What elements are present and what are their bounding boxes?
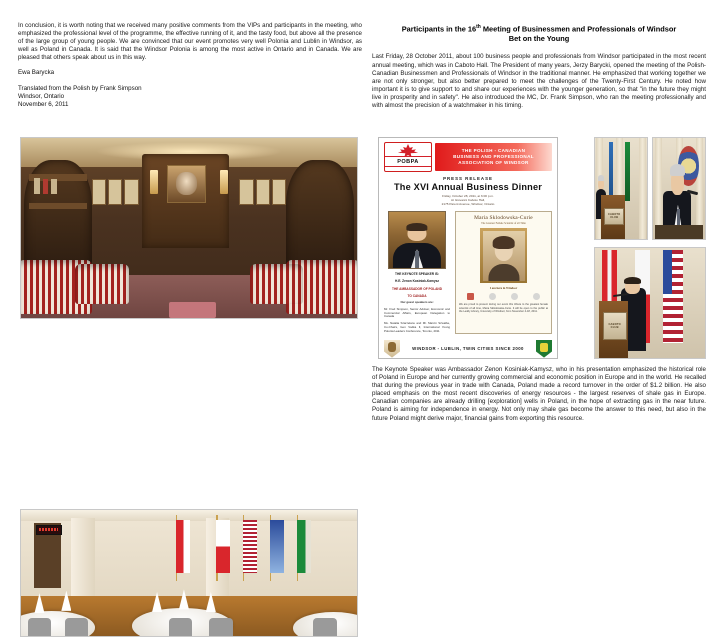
lublin-crest-icon xyxy=(536,340,552,358)
photo-ambassador-podium xyxy=(594,247,706,359)
poster-org-banner xyxy=(435,143,552,171)
shelf-book xyxy=(43,179,48,193)
press-release-poster xyxy=(378,137,558,359)
plaque-line-1: CABOTO xyxy=(608,323,621,327)
flag-poland xyxy=(216,520,230,573)
sponsor-logo-icon xyxy=(511,293,518,300)
org-line-3: ASSOCIATION OF WINDSOR xyxy=(458,160,529,165)
curie-portrait xyxy=(483,231,525,281)
pobpa-logo xyxy=(384,142,432,172)
photo-speaker-podium-2 xyxy=(652,137,706,240)
podium-plaque xyxy=(604,208,624,225)
keynote-name: H.E. Zenon Kosiniak-Kamysz xyxy=(395,279,439,284)
sponsor-logo-icon xyxy=(467,293,474,300)
poster-body xyxy=(384,211,552,333)
keynote-role-line-2: TO CANADA xyxy=(407,293,427,298)
ambassador-portrait xyxy=(388,211,446,269)
photo-group-hall xyxy=(20,509,358,637)
plaque-line-2: CLUB xyxy=(610,326,619,330)
plaque-line-2: CLUB xyxy=(610,216,619,220)
curie-portrait-caption: I am here in Windsor xyxy=(489,286,518,291)
sponsor-logo-icon xyxy=(533,293,540,300)
poster-title: The XVI Annual Business Dinner xyxy=(393,182,543,192)
right-column xyxy=(372,22,706,110)
plaque-line-1: CABOTO xyxy=(607,213,621,217)
shelf-book xyxy=(51,179,56,194)
event-venue: At Giovanni Caboto Hall, xyxy=(451,198,485,203)
flag-usa-canton xyxy=(663,250,672,294)
keynote-role-line-1: THE AMBASSADOR OF POLAND xyxy=(392,286,442,291)
lounge-shelf-lower xyxy=(29,203,86,209)
right-paragraph-intro: Last Friday, 28 October 2011, about 100 business people and professionals from Windsor participated in the most recent annual meeting, which was in Caboto Hall. The President of many years, Jerzy Barycki, opened the meeting of the Polish-Canadian Businessmen and Professionals of Windsor in the traditional manner. He emphasized that working together we are not only stronger, but also better prepared to meet the challenges of the Twenty-First Century. He noted how important it is to give support to and share our experiences with the younger generation, so that "in the future they might live in prosperity and in safety". He also introduced the MC, Dr. Frank Simpson, who ran the meeting professionally and with almost the precision of a watchmaker in his timing. xyxy=(372,53,706,110)
pobpa-acronym-band xyxy=(385,156,431,167)
headline-subtitle: Bet on the Young xyxy=(508,34,570,44)
curie-sponsor-logos xyxy=(459,293,548,300)
wall-sconce-left-icon xyxy=(150,170,157,193)
wall-sconce-right-icon xyxy=(220,170,227,193)
flag-canada xyxy=(176,520,190,573)
pink-ottoman xyxy=(169,302,216,318)
translation-credit xyxy=(18,85,362,109)
striped-sofa-mid-right xyxy=(250,264,304,304)
poster-speaker-column xyxy=(384,211,450,333)
flag-ontario xyxy=(270,520,284,573)
guest-speakers-heading: Our guest speakers are: xyxy=(400,300,434,305)
translator-date: November 6, 2011 xyxy=(18,100,69,108)
poster-event-details xyxy=(384,194,552,206)
curie-subtitle: The Greatest Female Scientist of all Time xyxy=(481,222,526,226)
banquet-chair xyxy=(209,618,233,637)
speaker-hair xyxy=(624,277,642,285)
org-line-2: BUSINESS AND PROFESSIONAL xyxy=(453,154,534,159)
wall-frames-right xyxy=(239,179,286,204)
event-datetime: Friday, October 28, 2011, at 6:00 p.m. xyxy=(442,194,494,198)
headline-part-1: Participants in the 16 xyxy=(401,24,477,34)
speaker-hair xyxy=(670,164,686,176)
windsor-crest-icon xyxy=(384,340,400,358)
press-release-label: PRESS RELEASE xyxy=(443,176,493,181)
twin-cities-text: WINDSOR - LUBLIN, TWIN CITIES SINCE 2000 xyxy=(412,346,524,352)
org-line-1: THE POLISH - CANADIAN xyxy=(461,148,526,153)
podium-plaque xyxy=(603,312,627,340)
exit-sign-icon xyxy=(36,525,62,535)
guest-speakers-block xyxy=(384,301,450,305)
guest-speaker-1: Mr. Fred Simpson, Senior Adviser, Economic and Commercial Affairs, European Delegation to Canada xyxy=(384,306,450,319)
right-paragraph-keynote: The Keynote Speaker was Ambassador Zenon Kosiniak-Kamysz, who in his presentation emphasized the historical role of Poland in Europe and her currently growing commercial and economic position in Europe and in the world. He recalled that during the previous year in trade with Canada, Poland made a record turnover in the order of $1.2 billion. He also placed emphasis on the most recent discoveries of energy resources - the largest reserves of shale gas in Europe. Canadian companies are already drilling [exploration] wells in Poland, in the hope of extracting gas in the near future. Poland is aiming for independence in energy. Not only may shale gas become the answer to this need, but also in the future Poland might derive major, financial gains from exporting this resource. xyxy=(372,366,706,422)
flag-italy xyxy=(297,520,311,573)
flag-green xyxy=(625,142,630,201)
photo-speaker-podium-1 xyxy=(594,137,648,240)
article-headline xyxy=(372,22,706,44)
event-address: 2175 Parent Avenue, Windsor, Ontario xyxy=(441,202,495,207)
pobpa-acronym: POBPA xyxy=(397,158,419,165)
banquet-chair xyxy=(65,618,89,637)
left-column xyxy=(18,22,362,109)
headline-part-2: Meeting of Businessmen and Professionals of Windsor xyxy=(480,24,677,34)
poster-header xyxy=(384,142,552,172)
shelf-book xyxy=(34,178,39,194)
wall-frames-left xyxy=(92,179,139,204)
photo-group-lounge xyxy=(20,137,358,319)
curie-title: Maria Sklodowska-Curie xyxy=(474,215,533,222)
poster-footer xyxy=(384,340,552,358)
wall-portrait-painting xyxy=(167,165,206,203)
headline-ordinal-suffix: th xyxy=(476,24,481,30)
sponsor-logo-icon xyxy=(489,293,496,300)
banquet-chair xyxy=(28,618,52,637)
keynote-intro: THE KEYNOTE SPEAKER IS: xyxy=(395,272,439,277)
right-column-lower xyxy=(372,366,706,423)
guest-speaker-2: Ms. Natalia Szarzelanu and Mr. Marcin Szwalbe, Co-Chairs, Gen Vodka II, International Young Polonia Leaders Conference, Toronto, 2011 xyxy=(384,321,450,333)
lounge-arch-right xyxy=(286,160,353,272)
flag-usa xyxy=(243,520,257,573)
banquet-chair xyxy=(169,618,193,637)
striped-sofa-mid-left xyxy=(75,264,129,304)
left-paragraph-conclusion: In conclusion, it is worth noting that we received many positive comments from the VIPs and participants in the meeting, who emphasized the professional level of the programme, the effective running of it, and the tasty food, but above all the presence of the large group of young people. We are convinced that our event promotes very well Polonia and Lublin in Windsor, as well as Poland in Canada. It is said that the Windsor Polonia is among the most active in Ontario and in Canada. We are pleased that others speak about us in this way. xyxy=(18,22,362,62)
podium xyxy=(655,225,703,239)
speaker-hair xyxy=(598,175,605,181)
curie-portrait-frame xyxy=(480,228,527,283)
hall-pillar xyxy=(71,518,95,596)
poster-curie-panel xyxy=(455,211,552,333)
banquet-chair xyxy=(313,618,337,637)
translator-city: Windsor, Ontario xyxy=(18,92,65,100)
curie-description: We are proud to present during our event this tribute to the greatest female scientist of all time, Maria Sklodowska-Curie. It will be open to the public at the Leddy Library, University of Windsor, from November 4-18, 2011. xyxy=(459,303,548,314)
author-signature: Ewa Barycka xyxy=(18,69,55,77)
translator-line: Translated from the Polish by Frank Simpson xyxy=(18,84,142,92)
